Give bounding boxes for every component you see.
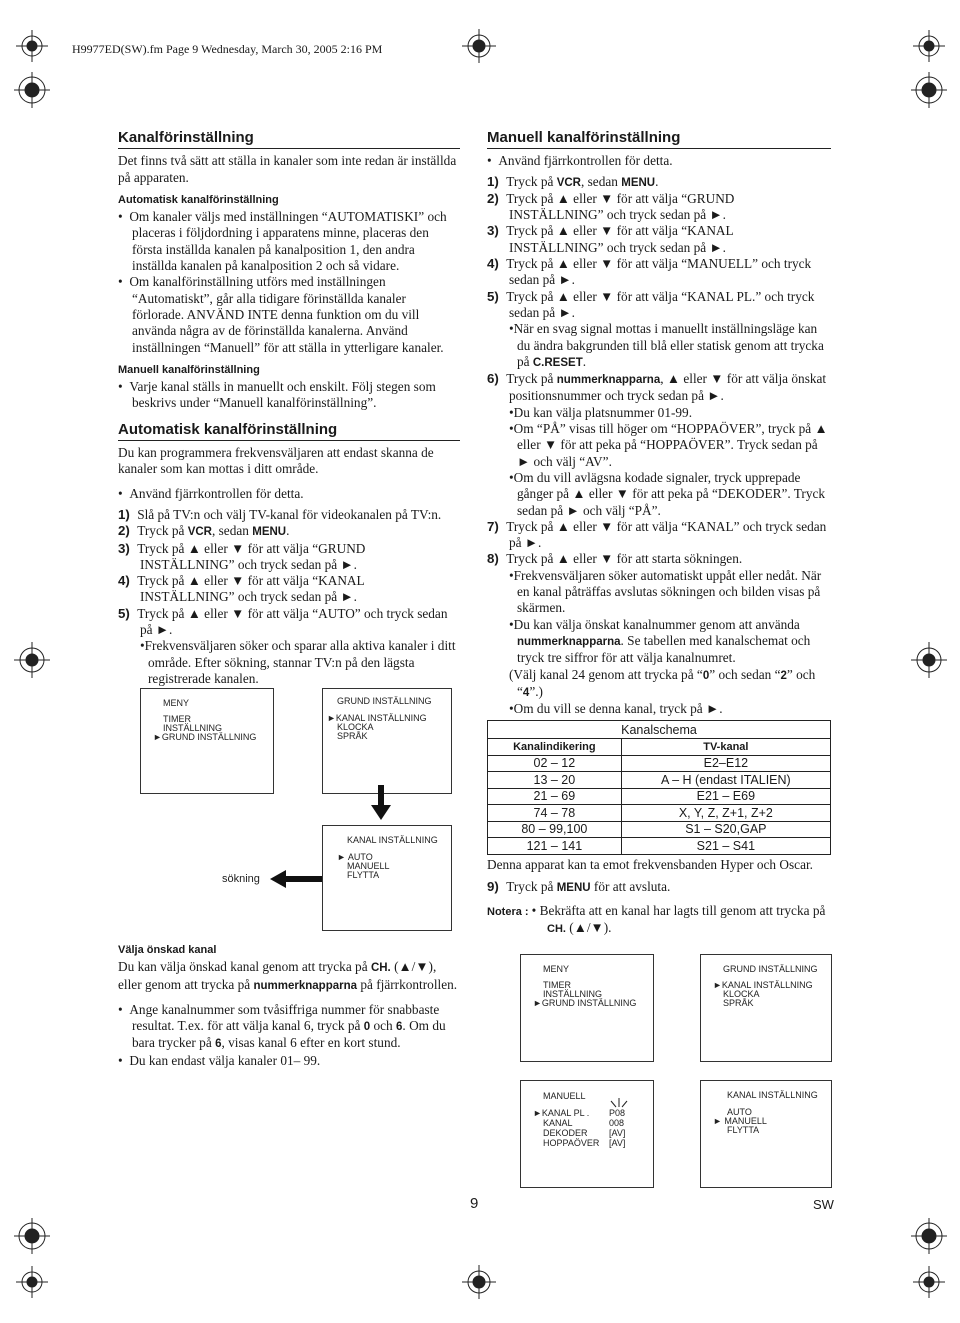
registration-mark-icon	[913, 30, 945, 62]
file-header: H9977ED(SW).fm Page 9 Wednesday, March 30, 2005 2:16 PM	[72, 42, 383, 56]
screen-line: SPRÅK	[337, 731, 368, 741]
registration-mark-icon	[14, 72, 50, 108]
left-arrow-icon	[270, 868, 322, 890]
bullet-manual-1: • Varje kanal ställs in manuellt och enskilt. Följ stegen som beskrivs under “Manuell kanalförinställning”.	[118, 379, 436, 411]
screen-kanal	[322, 825, 452, 931]
valja-bullet-2: • Du kan endast välja kanaler 01– 99.	[118, 1052, 321, 1068]
auto-step-4: 4) Tryck på ▲ eller ▼ för att välja “KANAL INSTÄLLNING” och tryck sedan på ►.	[118, 573, 365, 605]
bullet-auto-2: • Om kanalförinställning utförs med inställningen “Automatiskt”, går alla tidigare förinställda kanaler förlorade. ANVÄND INTE denna funktion om du vill använda några av de förinställda kanalerna. Använd inställningen “Manuell” för att ställa in ytterligare kanaler.	[118, 274, 444, 355]
section-title-manuell: Manuell kanalförinställning	[487, 130, 831, 149]
screen-grund	[322, 688, 452, 794]
manual-step-2: 2) Tryck på ▲ eller ▼ för att välja “GRUND INSTÄLLNING” och tryck sedan på ►.	[487, 190, 735, 223]
table-cell: 74 – 78	[488, 805, 622, 822]
screen-value: 008	[609, 1118, 625, 1128]
registration-mark-icon	[911, 72, 947, 108]
table-row	[488, 821, 831, 838]
table-row	[488, 838, 831, 855]
screen-line: KANAL INSTÄLLNING	[347, 835, 438, 845]
screen-line: KLOCKA	[337, 722, 374, 732]
manual-step-5: 5) Tryck på ▲ eller ▼ för att välja “KANAL PL.” och tryck sedan på ►.	[487, 288, 815, 320]
registration-mark-icon	[14, 1218, 50, 1254]
screen-line: SPRÅK	[723, 998, 754, 1008]
registration-mark-icon	[911, 642, 947, 678]
subheading-manual: Manuell kanalförinställning	[118, 363, 260, 376]
manual-step-7: 7) Tryck på ▲ eller ▼ för att välja “KANAL” och tryck sedan på ►.	[487, 518, 827, 551]
left-column	[118, 130, 460, 687]
screen-kanal-right	[700, 1080, 832, 1188]
registration-mark-icon	[462, 1265, 496, 1299]
table-cell: X, Y, Z, Z+1, Z+2	[621, 805, 830, 822]
screen-line: KANAL INSTÄLLNING	[727, 1090, 818, 1100]
screen-line: MENY	[163, 698, 190, 708]
screen-meny	[140, 688, 274, 794]
manual-step-8: 8) Tryck på ▲ eller ▼ för att starta sökningen.	[487, 551, 743, 567]
table-cell: 21 – 69	[488, 788, 622, 805]
manual-step-1: 1) Tryck på VCR, sedan MENU.	[487, 173, 659, 189]
registration-mark-icon	[913, 1266, 945, 1298]
auto-intro: Du kan programmera frekvensväljaren att endast skanna de kanaler som kan mottas i ditt område.	[118, 445, 434, 477]
screen-grund-right	[700, 954, 832, 1062]
hyper-oscar-text: Denna apparat kan ta emot frekvensbanden Hyper och Oscar.	[487, 857, 814, 872]
screen-line: MANUELL	[543, 1091, 586, 1101]
screen-line: ► MANUELL	[713, 1116, 767, 1126]
screen-line: TIMER	[163, 714, 191, 724]
screen-line: MENY	[543, 964, 570, 974]
screen-line: ►GRUND INSTÄLLNING	[533, 998, 637, 1008]
table-title: Kanalschema	[488, 721, 831, 739]
channel-table	[487, 720, 831, 855]
registration-mark-icon	[14, 642, 50, 678]
blink-icon	[605, 1097, 633, 1111]
table-cell: S21 – S41	[621, 838, 830, 855]
auto-step-3: 3) Tryck på ▲ eller ▼ för att välja “GRUND INSTÄLLNING” och tryck sedan på ►.	[118, 540, 366, 572]
screen-line: MANUELL	[347, 861, 390, 871]
table-cell: S1 – S20,GAP	[621, 821, 830, 838]
auto-step-5: 5) Tryck på ▲ eller ▼ för att välja “AUTO” och tryck sedan på ►.	[118, 605, 448, 638]
table-header: Kanalindikering	[488, 739, 622, 756]
bullet-auto-1: • Om kanaler väljs med inställningen “AUTOMATISKI” och placeras i följdordning i apparatens minne, placeras den första inställda kanalen på kanalposition 1, den andra inställda kanalen på kanalposition 2 och så vidare.	[118, 209, 447, 274]
table-header: TV-kanal	[621, 739, 830, 756]
auto-step-2: 2) Tryck på VCR, sedan MENU.	[118, 523, 290, 539]
page-number: 9	[470, 1195, 479, 1212]
manual-step-6: 6) Tryck på nummerknapparna, ▲ eller ▼ för att välja önskat positionsnummer och tryck sedan på ►.	[487, 371, 827, 404]
section-title-auto: Automatisk kanalförinställning	[118, 422, 460, 441]
screen-value: [AV]	[609, 1138, 626, 1148]
manual-step-9: 9) Tryck på MENU för att avsluta.	[487, 879, 671, 895]
manual-step-6-note-3: •Om du vill avlägsna kodade signaler, tryck upprepade gånger på ▲ eller ▼ för att peka på “DEKODER”. Tryck sedan på ► och välj “PÅ”.	[509, 469, 826, 518]
valja-bullet-1: • Ange kanalnummer som tvåsiffriga nummer för snabbaste resultat. T.ex. för att välja kanal 6, tryck på 0 och 6. Om du bara trycker på 6, visas kanal 6 efter en kort stund.	[118, 1001, 446, 1051]
table-cell: E21 – E69	[621, 788, 830, 805]
screen-line: KANAL	[543, 1118, 573, 1128]
manual-step-8-note-1: •Frekvensväljaren söker automatiskt uppåt eller nedåt. När en kanal påträffas avslutas sökningen och bilden visas på skärmen.	[509, 567, 822, 616]
screen-line: AUTO	[727, 1107, 752, 1117]
screen-line: ►KANAL INSTÄLLNING	[327, 713, 427, 723]
registration-mark-icon	[16, 1266, 48, 1298]
table-cell: 121 – 141	[488, 838, 622, 855]
table-row	[488, 788, 831, 805]
screen-sokning	[140, 828, 270, 932]
sokning-label: sökning	[222, 873, 260, 885]
table-cell: 13 – 20	[488, 772, 622, 789]
auto-step-5-note: •Frekvensväljaren söker och sparar alla aktiva kanaler i ditt område. Efter sökning, stannar TV:n på den lägsta registrerade kanalen.	[140, 638, 456, 686]
manual-step-6-note-2: •Om “PÅ” visas till höger om “HOPPAÖVER”, tryck på ▲ eller ▼ för att peka på “HOPPAÖVER”. Tryck sedan på ► och välj “AV”.	[509, 421, 828, 469]
valja-section	[118, 936, 460, 1069]
screen-value: P08	[609, 1108, 626, 1118]
registration-mark-icon	[911, 1218, 947, 1254]
down-arrow-icon	[370, 785, 392, 821]
right-column	[487, 130, 831, 717]
screen-line: ►KANAL PL .	[533, 1108, 590, 1118]
subheading-auto: Automatisk kanalförinställning	[118, 193, 279, 206]
screen-line: DEKODER	[543, 1128, 588, 1138]
manual-step-3: 3) Tryck på ▲ eller ▼ för att välja “KANAL INSTÄLLNING” och tryck sedan på ►.	[487, 223, 734, 255]
intro-text: Det finns två sätt att ställa in kanaler som inte redan är inställda på apparaten.	[118, 153, 457, 185]
screen-line: INSTÄLLNING	[163, 723, 223, 733]
table-cell: A – H (endast ITALIEN)	[621, 772, 830, 789]
screen-line: HOPPAÖVER	[543, 1138, 600, 1148]
section-title-kanalforinstallning: Kanalförinställning	[118, 130, 460, 149]
table-cell: 02 – 12	[488, 755, 622, 772]
auto-step-1: 1) Slå på TV:n och välj TV-kanal för videokanalen på TV:n.	[118, 506, 442, 522]
auto-use-remote: • Använd fjärrkontrollen för detta.	[118, 485, 304, 501]
screen-line: GRUND INSTÄLLNING	[723, 964, 818, 974]
table-row	[488, 772, 831, 789]
valja-text: Du kan välja önskad kanal genom att trycka på CH. (▲/▼), eller genom att trycka på nummerknapparna på fjärrkontrollen.	[118, 959, 458, 992]
screen-manuell-right	[520, 1080, 654, 1188]
screen-line: TIMER	[543, 980, 571, 990]
manual-step-5-note: •När en svag signal mottas i manuellt inställningsläge kan du ändra bakgrunden till blå eller statisk genom att trycka på C.RESET.	[509, 321, 824, 369]
table-row	[488, 755, 831, 772]
screen-line: GRUND INSTÄLLNING	[337, 696, 432, 706]
screen-value: [AV]	[609, 1128, 626, 1138]
language-code: SW	[813, 1197, 834, 1212]
screen-line: KLOCKA	[723, 989, 760, 999]
screen-meny-right	[520, 954, 654, 1062]
manual-use-remote: • Använd fjärrkontrollen för detta.	[487, 153, 673, 169]
notera: Notera : • Bekräfta att en kanal har lagts till genom att trycka på CH. (▲/▼).	[487, 902, 826, 935]
subheading-valja: Välja önskad kanal	[118, 944, 217, 956]
manual-step-6-note-1: •Du kan välja platsnummer 01-99.	[509, 404, 693, 420]
registration-mark-icon	[16, 30, 48, 62]
manual-step-8-note-2: •Du kan välja önskat kanalnummer genom att använda nummerknapparna. Se tabellen med kanalschemat och tryck tre siffror för att välja kanalnumret.	[509, 616, 811, 666]
screen-line: INSTÄLLNING	[543, 989, 603, 999]
screen-line: ►KANAL INSTÄLLNING	[713, 980, 813, 990]
registration-mark-icon	[462, 29, 496, 63]
table-row	[488, 805, 831, 822]
table-cell: 80 – 99,100	[488, 821, 622, 838]
screen-line: FLYTTA	[727, 1125, 760, 1135]
manual-step-4: 4) Tryck på ▲ eller ▼ för att välja “MANUELL” och tryck sedan på ►.	[487, 256, 812, 288]
screen-line: FLYTTA	[347, 870, 380, 880]
table-cell: E2–E12	[621, 755, 830, 772]
manual-step-8-note-3: (Välj kanal 24 genom att trycka på “0” och sedan “2” och “4”.)	[509, 666, 816, 699]
right-bottom-text	[487, 857, 837, 937]
manual-step-8-note-4: •Om du vill se denna kanal, tryck på ►.	[509, 701, 723, 717]
screen-line: ►GRUND INSTÄLLNING	[153, 732, 257, 742]
screen-line: ► AUTO	[337, 852, 373, 862]
